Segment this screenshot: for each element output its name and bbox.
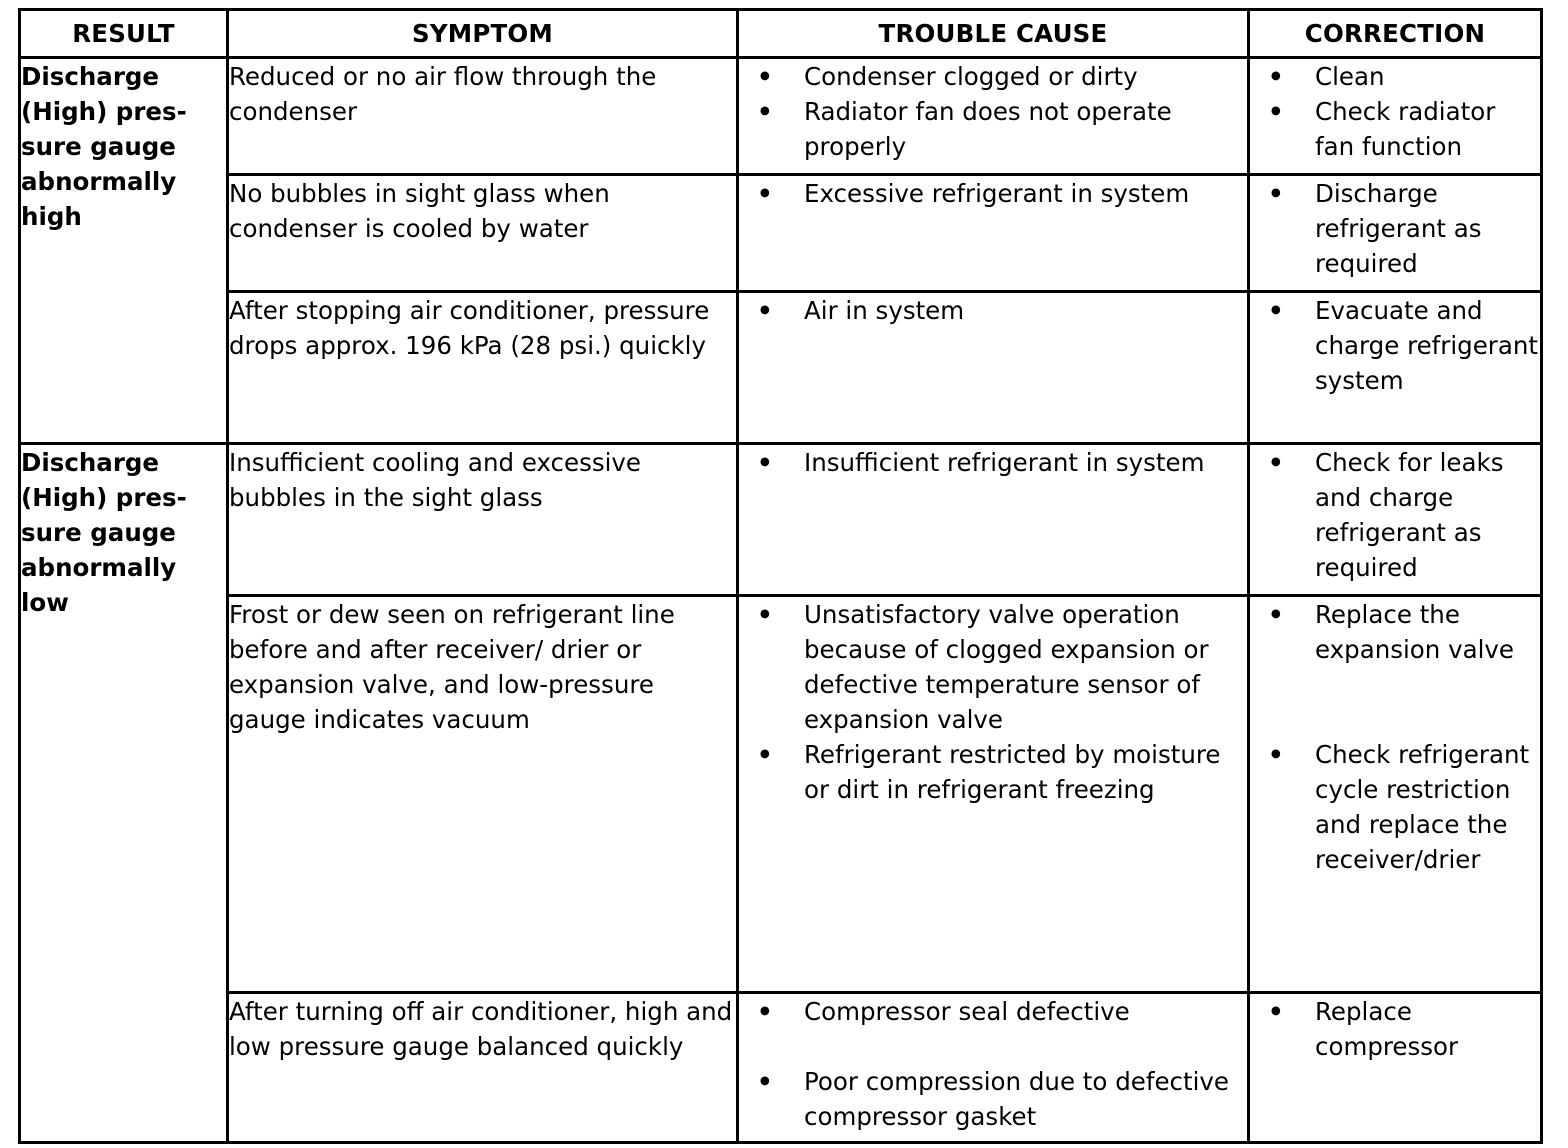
correction-item: • Check refrigerant cycle restriction and replace the receiver/drier (1250, 737, 1540, 877)
bullet-icon: • (1268, 179, 1284, 208)
symptom-cell: Insufficient cooling and excessive bubbles in the sight glass (228, 444, 738, 596)
bullet-icon: • (1268, 296, 1284, 325)
bullet-icon: • (757, 448, 773, 477)
cause-item: • Insufficient refrigerant in system (739, 445, 1247, 480)
correction-cell (1249, 993, 1542, 1143)
bullet-icon: • (757, 600, 773, 629)
troubleshooting-table (18, 8, 1543, 1144)
correction-item: • Evacuate and charge refrigerant system (1250, 293, 1540, 398)
bullet-icon: • (757, 1067, 773, 1096)
cause-cell (738, 993, 1249, 1143)
bullet-icon: • (1268, 740, 1284, 769)
bullet-icon: • (757, 740, 773, 769)
table-row (20, 292, 1542, 444)
cause-item: • Air in system (739, 293, 1247, 328)
correction-cell (1249, 58, 1542, 175)
symptom-cell: After stopping air conditioner, pressure drops approx. 196 kPa (28 psi.) quickly (228, 292, 738, 444)
bullet-icon: • (757, 97, 773, 126)
cause-cell (738, 175, 1249, 292)
cause-cell (738, 444, 1249, 596)
header-result: RESULT (20, 10, 228, 58)
result-cell-low: Discharge (High) pres-sure gauge abnormally low (20, 444, 228, 1143)
cause-item: • Compressor seal defective (739, 994, 1247, 1029)
table-row (20, 596, 1542, 993)
bullet-icon: • (1268, 600, 1284, 629)
header-trouble-cause: TROUBLE CAUSE (738, 10, 1249, 58)
table-row (20, 175, 1542, 292)
correction-cell (1249, 596, 1542, 993)
cause-cell (738, 58, 1249, 175)
correction-item: • Check radiator fan function (1250, 94, 1540, 164)
correction-cell (1249, 175, 1542, 292)
bullet-icon: • (1268, 97, 1284, 126)
header-correction: CORRECTION (1249, 10, 1542, 58)
cause-item: • Excessive refrigerant in system (739, 176, 1247, 211)
symptom-cell: After turning off air conditioner, high and low pressure gauge balanced quickly (228, 993, 738, 1143)
bullet-icon: • (757, 296, 773, 325)
bullet-icon: • (757, 62, 773, 91)
bullet-icon: • (1268, 62, 1284, 91)
table-row (20, 993, 1542, 1143)
table-row (20, 444, 1542, 596)
table-row (20, 58, 1542, 175)
header-symptom: SYMPTOM (228, 10, 738, 58)
correction-cell (1249, 444, 1542, 596)
symptom-cell: Frost or dew seen on refrigerant line before and after receiver/ drier or expansion valve, and low-pressure gauge indicates vacuum (228, 596, 738, 993)
cause-item: • Unsatisfactory valve operation because of clogged expansion or defective temperature sensor of expansion valve (739, 597, 1247, 737)
correction-item: • Check for leaks and charge refrigerant as required (1250, 445, 1540, 585)
correction-item: • Discharge refrigerant as required (1250, 176, 1540, 281)
symptom-cell: No bubbles in sight glass when condenser is cooled by water (228, 175, 738, 292)
bullet-icon: • (1268, 448, 1284, 477)
correction-cell (1249, 292, 1542, 444)
cause-item: • Condenser clogged or dirty (739, 59, 1247, 94)
header-row (20, 10, 1542, 58)
correction-item: • Replace compressor (1250, 994, 1540, 1064)
correction-item: • Clean (1250, 59, 1540, 94)
symptom-cell: Reduced or no air flow through the condenser (228, 58, 738, 175)
bullet-icon: • (1268, 997, 1284, 1026)
result-cell-high: Discharge (High) pres-sure gauge abnormally high (20, 58, 228, 444)
bullet-icon: • (757, 997, 773, 1026)
cause-cell (738, 596, 1249, 993)
correction-item: • Replace the expansion valve (1250, 597, 1540, 667)
cause-item: • Poor compression due to defective compressor gasket (739, 1064, 1247, 1134)
cause-item: • Refrigerant restricted by moisture or dirt in refrigerant freezing (739, 737, 1247, 807)
cause-cell (738, 292, 1249, 444)
cause-item: • Radiator fan does not operate properly (739, 94, 1247, 164)
bullet-icon: • (757, 179, 773, 208)
